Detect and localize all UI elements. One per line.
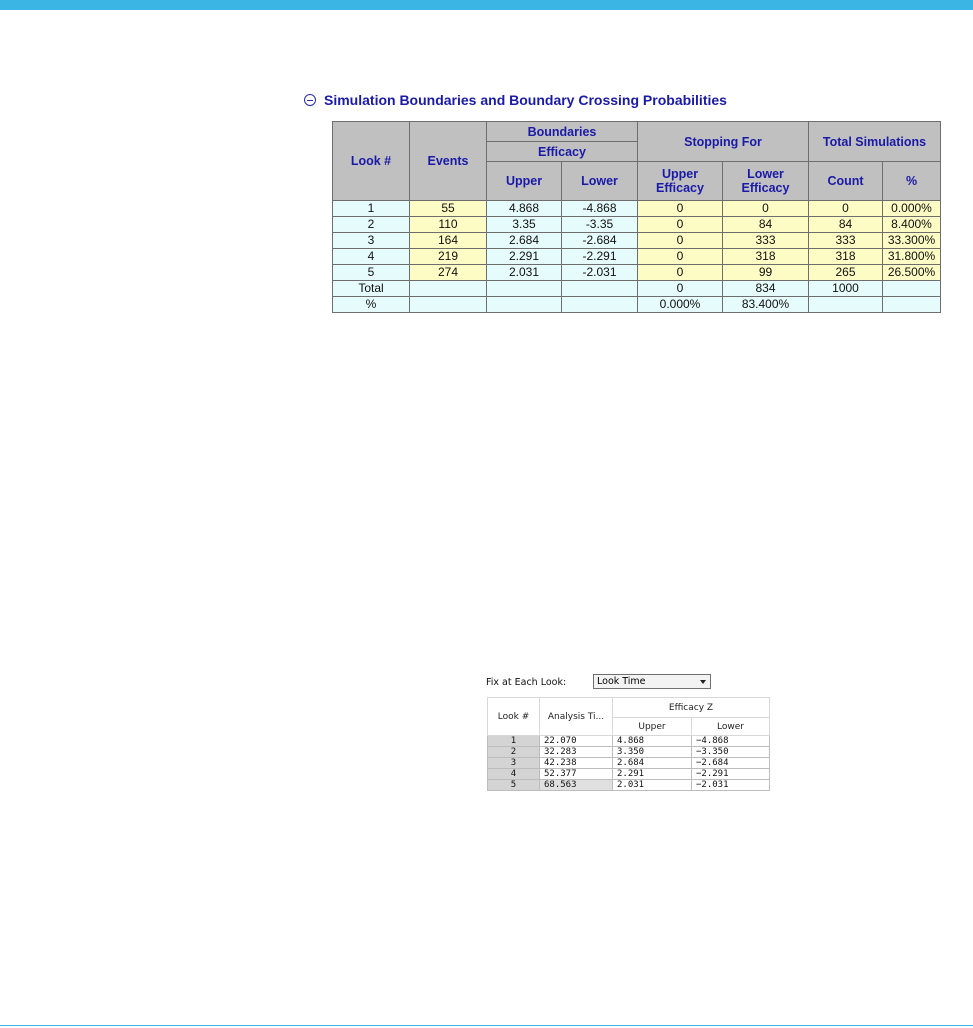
header-lower: Lower (562, 162, 638, 201)
grid-cell-upper[interactable]: 2.684 (613, 758, 692, 769)
cell-count: 84 (809, 217, 883, 233)
cell-stop-lower: 0 (723, 201, 809, 217)
cell-stop-lower: 99 (723, 265, 809, 281)
header-total-simulations: Total Simulations (809, 122, 941, 162)
grid-cell-lower[interactable]: −2.684 (692, 758, 770, 769)
cell-events: 110 (410, 217, 487, 233)
table-row (333, 233, 941, 249)
cell-events: 55 (410, 201, 487, 217)
cell-stop-lower: 318 (723, 249, 809, 265)
table-row (333, 265, 941, 281)
grid-header-look[interactable]: Look # (488, 698, 540, 736)
grid-cell-time[interactable]: 32.283 (540, 747, 613, 758)
cell-stop-upper: 0 (638, 249, 723, 265)
cell-pct: 0.000% (883, 201, 941, 217)
header-count: Count (809, 162, 883, 201)
cell-lower: -2.684 (562, 233, 638, 249)
fix-at-each-look-dropdown[interactable] (593, 674, 711, 689)
cell-count: 265 (809, 265, 883, 281)
grid-cell-upper[interactable]: 3.350 (613, 747, 692, 758)
cell-lower: -4.868 (562, 201, 638, 217)
cell-events: 219 (410, 249, 487, 265)
cell-stop-upper: 0 (638, 201, 723, 217)
grid-cell-look[interactable]: 1 (488, 736, 540, 747)
cell-stop-lower: 84 (723, 217, 809, 233)
grid-cell-time[interactable]: 68.563 (540, 780, 613, 791)
cell-upper: 2.031 (487, 265, 562, 281)
cell-look: 5 (333, 265, 410, 281)
bottom-accent-line (0, 1025, 973, 1026)
cell-lower: -2.031 (562, 265, 638, 281)
table-row (333, 217, 941, 233)
cell-pct: 33.300% (883, 233, 941, 249)
pct-stop-upper: 0.000% (638, 297, 723, 313)
cell-count: 333 (809, 233, 883, 249)
total-stop-lower: 834 (723, 281, 809, 297)
table-row (333, 201, 941, 217)
grid-header-lower[interactable]: Lower (692, 718, 770, 736)
cell-stop-upper: 0 (638, 217, 723, 233)
header-stopping-for: Stopping For (638, 122, 809, 162)
grid-cell-look[interactable]: 3 (488, 758, 540, 769)
cell-pct: 31.800% (883, 249, 941, 265)
header-upper: Upper (487, 162, 562, 201)
pct-stop-lower: 83.400% (723, 297, 809, 313)
cell-upper: 2.291 (487, 249, 562, 265)
total-label: Total (333, 281, 410, 297)
grid-cell-lower[interactable]: −3.350 (692, 747, 770, 758)
header-lower-efficacy: Lower Efficacy (723, 162, 809, 201)
cell-stop-upper: 0 (638, 265, 723, 281)
grid-header-efficacy-z: Efficacy Z (613, 698, 770, 718)
grid-row[interactable] (488, 747, 770, 758)
total-count: 1000 (809, 281, 883, 297)
grid-cell-upper[interactable]: 4.868 (613, 736, 692, 747)
pct-label: % (333, 297, 410, 313)
grid-cell-lower[interactable]: −2.031 (692, 780, 770, 791)
look-efficacy-grid (487, 697, 770, 791)
grid-row[interactable] (488, 769, 770, 780)
grid-cell-upper[interactable]: 2.291 (613, 769, 692, 780)
cell-events: 164 (410, 233, 487, 249)
cell-lower: -2.291 (562, 249, 638, 265)
grid-cell-time[interactable]: 52.377 (540, 769, 613, 780)
grid-cell-look[interactable]: 2 (488, 747, 540, 758)
grid-cell-look[interactable]: 4 (488, 769, 540, 780)
dropdown-arrow-icon[interactable] (700, 680, 706, 684)
cell-count: 318 (809, 249, 883, 265)
table-row (333, 249, 941, 265)
cell-stop-upper: 0 (638, 233, 723, 249)
fix-at-each-look-label: Fix at Each Look: (486, 676, 567, 688)
grid-cell-lower[interactable]: −2.291 (692, 769, 770, 780)
cell-upper: 2.684 (487, 233, 562, 249)
top-accent-bar (0, 0, 973, 10)
grid-cell-time[interactable]: 42.238 (540, 758, 613, 769)
cell-events: 274 (410, 265, 487, 281)
cell-look: 3 (333, 233, 410, 249)
header-upper-efficacy: Upper Efficacy (638, 162, 723, 201)
grid-row[interactable] (488, 736, 770, 747)
grid-header-analysis-time[interactable]: Analysis Ti... (540, 698, 613, 736)
grid-cell-time[interactable]: 22.070 (540, 736, 613, 747)
grid-cell-look[interactable]: 5 (488, 780, 540, 791)
cell-lower: -3.35 (562, 217, 638, 233)
grid-row[interactable] (488, 758, 770, 769)
fix-selected-value: Look Time (597, 676, 646, 687)
header-efficacy: Efficacy (487, 142, 638, 162)
grid-row[interactable] (488, 780, 770, 791)
cell-count: 0 (809, 201, 883, 217)
simulation-boundaries-table (332, 121, 941, 313)
cell-look: 4 (333, 249, 410, 265)
header-boundaries: Boundaries (487, 122, 638, 142)
header-events: Events (410, 122, 487, 201)
header-look: Look # (333, 122, 410, 201)
cell-look: 2 (333, 217, 410, 233)
collapse-circle-icon[interactable] (304, 94, 316, 106)
grid-cell-upper[interactable]: 2.031 (613, 780, 692, 791)
section-header[interactable] (304, 91, 727, 109)
total-stop-upper: 0 (638, 281, 723, 297)
grid-header-upper[interactable]: Upper (613, 718, 692, 736)
section-title: Simulation Boundaries and Boundary Crossing Probabilities (324, 92, 727, 108)
grid-cell-lower[interactable]: −4.868 (692, 736, 770, 747)
header-pct: % (883, 162, 941, 201)
cell-upper: 4.868 (487, 201, 562, 217)
cell-pct: 26.500% (883, 265, 941, 281)
cell-upper: 3.35 (487, 217, 562, 233)
cell-stop-lower: 333 (723, 233, 809, 249)
cell-look: 1 (333, 201, 410, 217)
cell-pct: 8.400% (883, 217, 941, 233)
